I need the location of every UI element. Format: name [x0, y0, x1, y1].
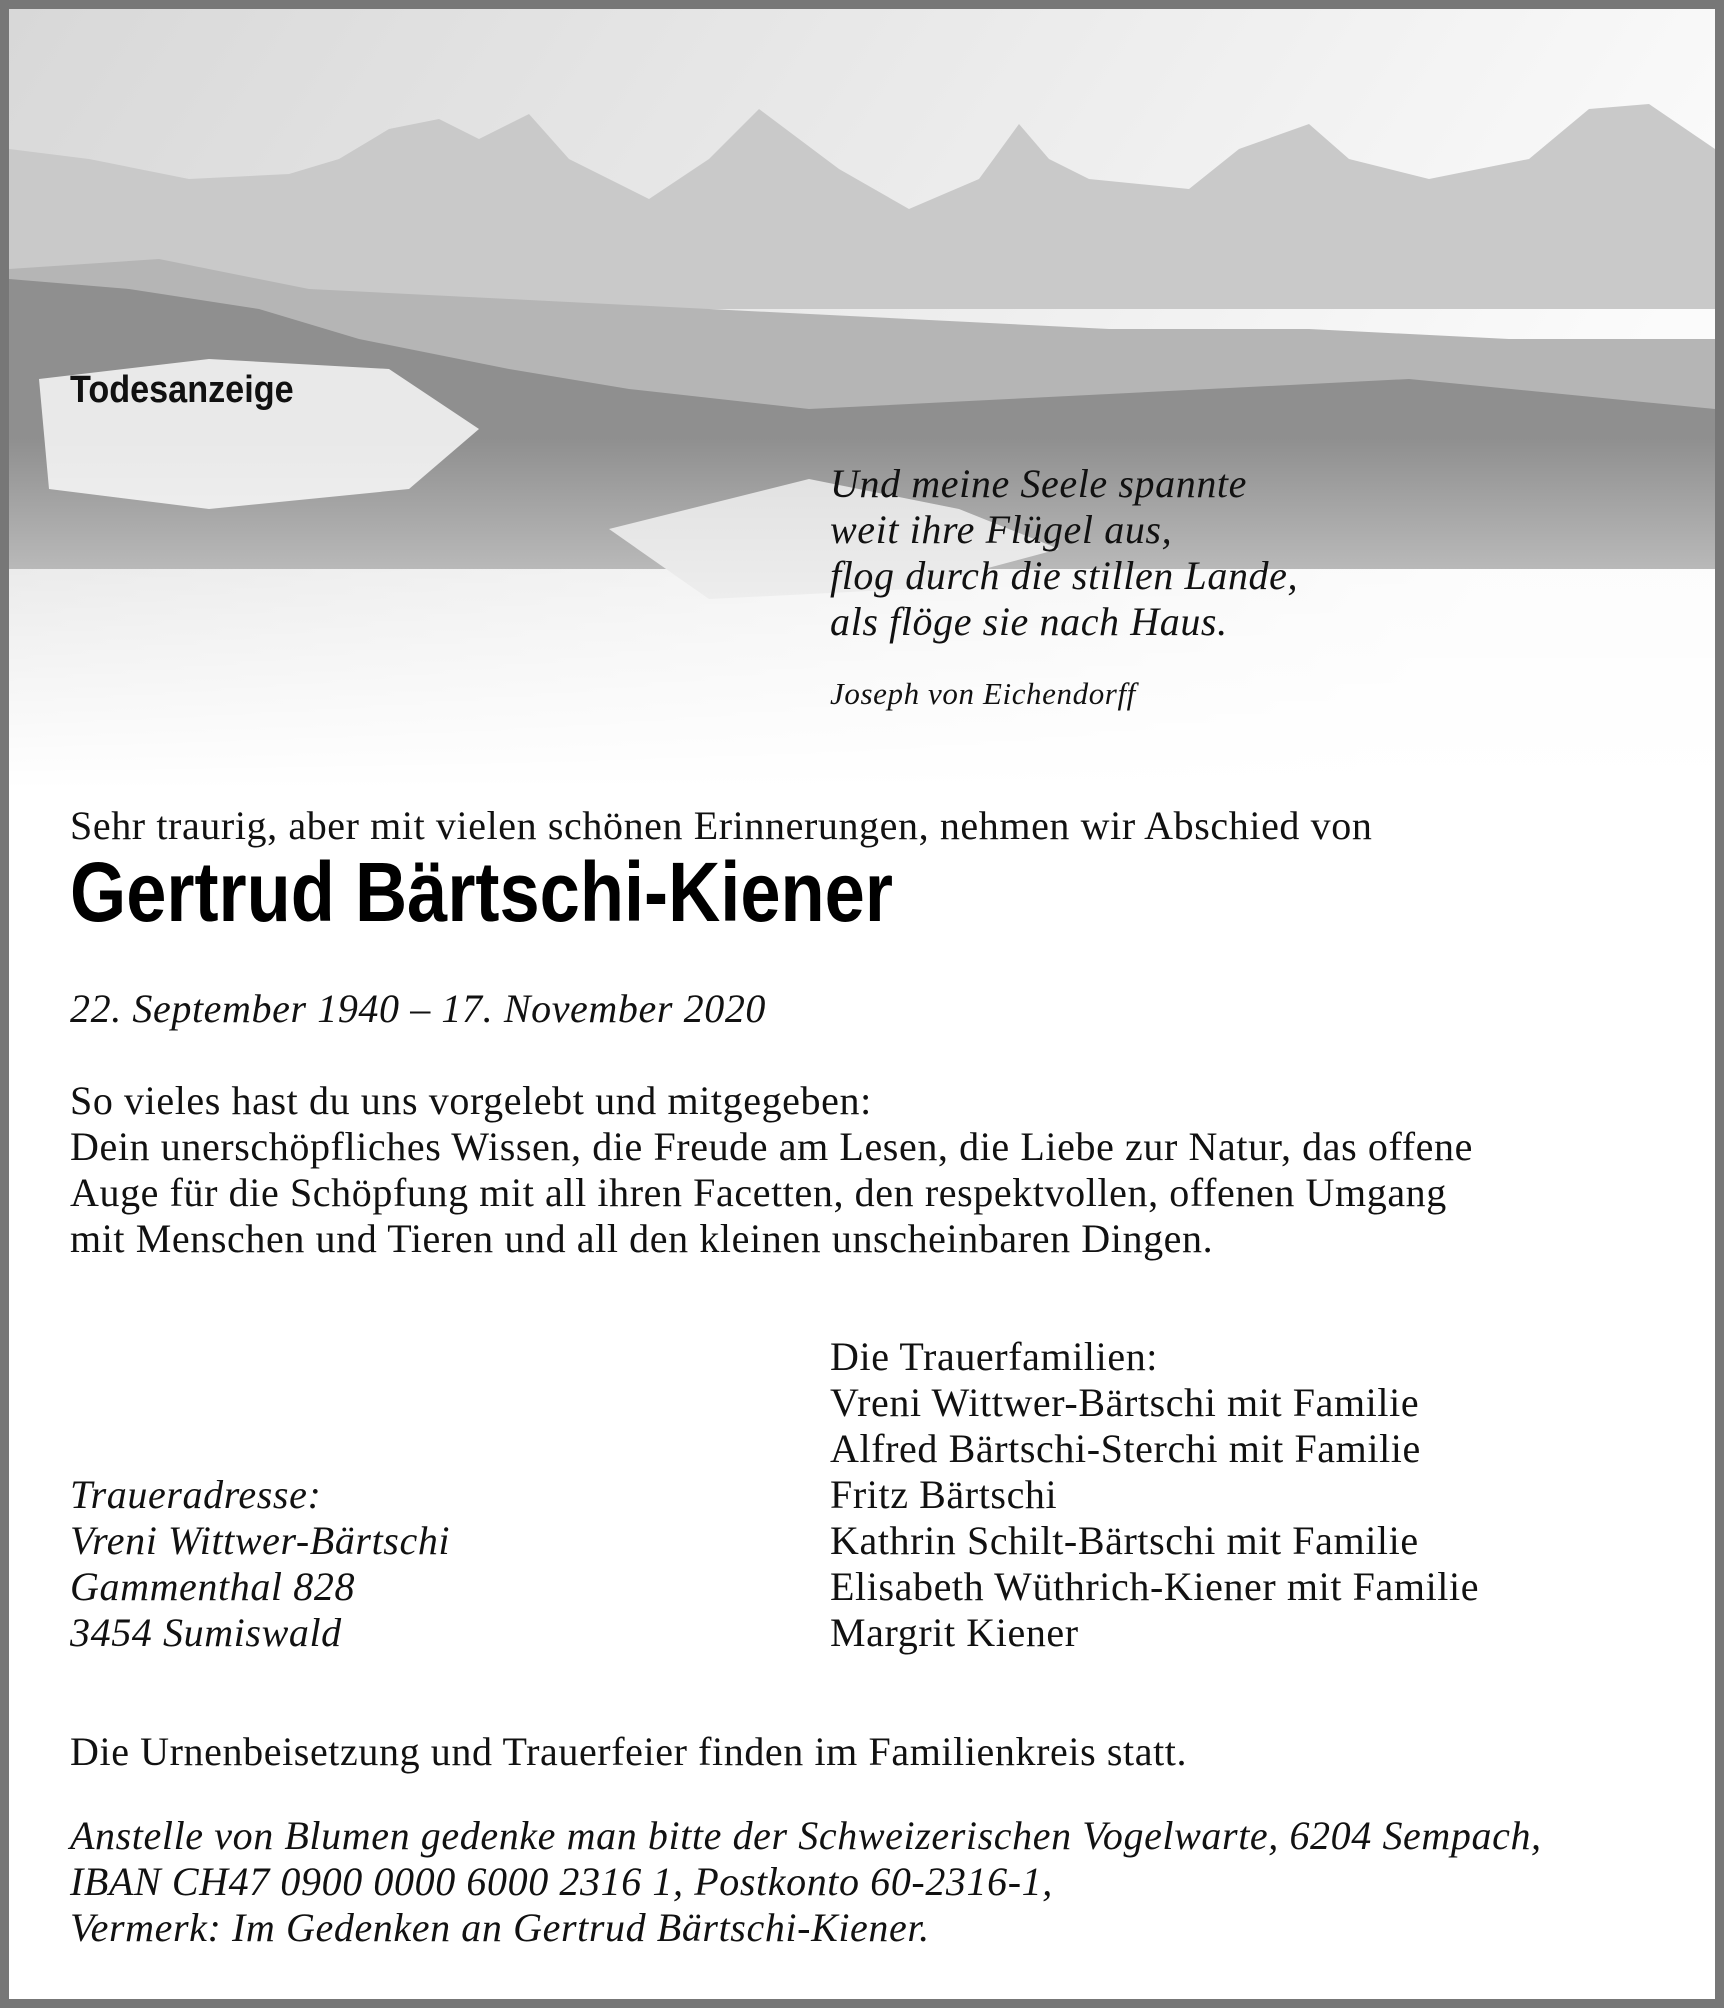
donation-line: Vermerk: Im Gedenken an Gertrud Bärtschi-Kiener. — [70, 1905, 930, 1950]
tribute-line: Dein unerschöpfliches Wissen, die Freude am Lesen, die Liebe zur Natur, das offene — [70, 1124, 1473, 1169]
ceremony-note: Die Urnenbeisetzung und Trauerfeier finden im Familienkreis statt. — [70, 1729, 1188, 1774]
tribute-line: Auge für die Schöpfung mit all ihren Facetten, den respektvollen, offenen Umgang — [70, 1170, 1447, 1215]
tribute-line: So vieles hast du uns vorgelebt und mitgegeben: — [70, 1078, 872, 1123]
tribute-line: mit Menschen und Tieren und all den kleinen unscheinbaren Dingen. — [70, 1216, 1214, 1261]
poem-line: weit ihre Flügel aus, — [830, 507, 1173, 552]
poem-line: als flöge sie nach Haus. — [830, 599, 1228, 644]
poem-author: Joseph von Eichendorff — [830, 676, 1136, 711]
donation-line: IBAN CH47 0900 0000 6000 2316 1, Postkonto 60-2316-1, — [70, 1859, 1053, 1904]
address-title: Traueradresse: — [70, 1472, 322, 1517]
family-member: Margrit Kiener — [830, 1610, 1079, 1655]
address-line: Gammenthal 828 — [70, 1564, 356, 1609]
obituary-notice — [9, 9, 1715, 1999]
life-dates: 22. September 1940 – 17. November 2020 — [70, 986, 767, 1031]
donation-line: Anstelle von Blumen gedenke man bitte der Schweizerischen Vogelwarte, 6204 Sempach, — [70, 1813, 1542, 1858]
address-line: 3454 Sumiswald — [70, 1610, 342, 1655]
family-member: Elisabeth Wüthrich-Kiener mit Familie — [830, 1564, 1480, 1609]
family-member: Vreni Wittwer-Bärtschi mit Familie — [830, 1380, 1420, 1425]
families-title: Die Trauerfamilien: — [830, 1334, 1159, 1379]
poem-line: flog durch die stillen Lande, — [830, 553, 1299, 598]
intro-text: Sehr traurig, aber mit vielen schönen Erinnerungen, nehmen wir Abschied von — [70, 803, 1373, 848]
family-member: Fritz Bärtschi — [830, 1472, 1058, 1517]
address-line: Vreni Wittwer-Bärtschi — [70, 1518, 451, 1563]
poem-line: Und meine Seele spannte — [830, 461, 1248, 506]
family-member: Kathrin Schilt-Bärtschi mit Familie — [830, 1518, 1419, 1563]
notice-type-heading: Todesanzeige — [70, 369, 294, 411]
family-member: Alfred Bärtschi-Sterchi mit Familie — [830, 1426, 1421, 1471]
deceased-name: Gertrud Bärtschi-Kiener — [70, 845, 893, 939]
